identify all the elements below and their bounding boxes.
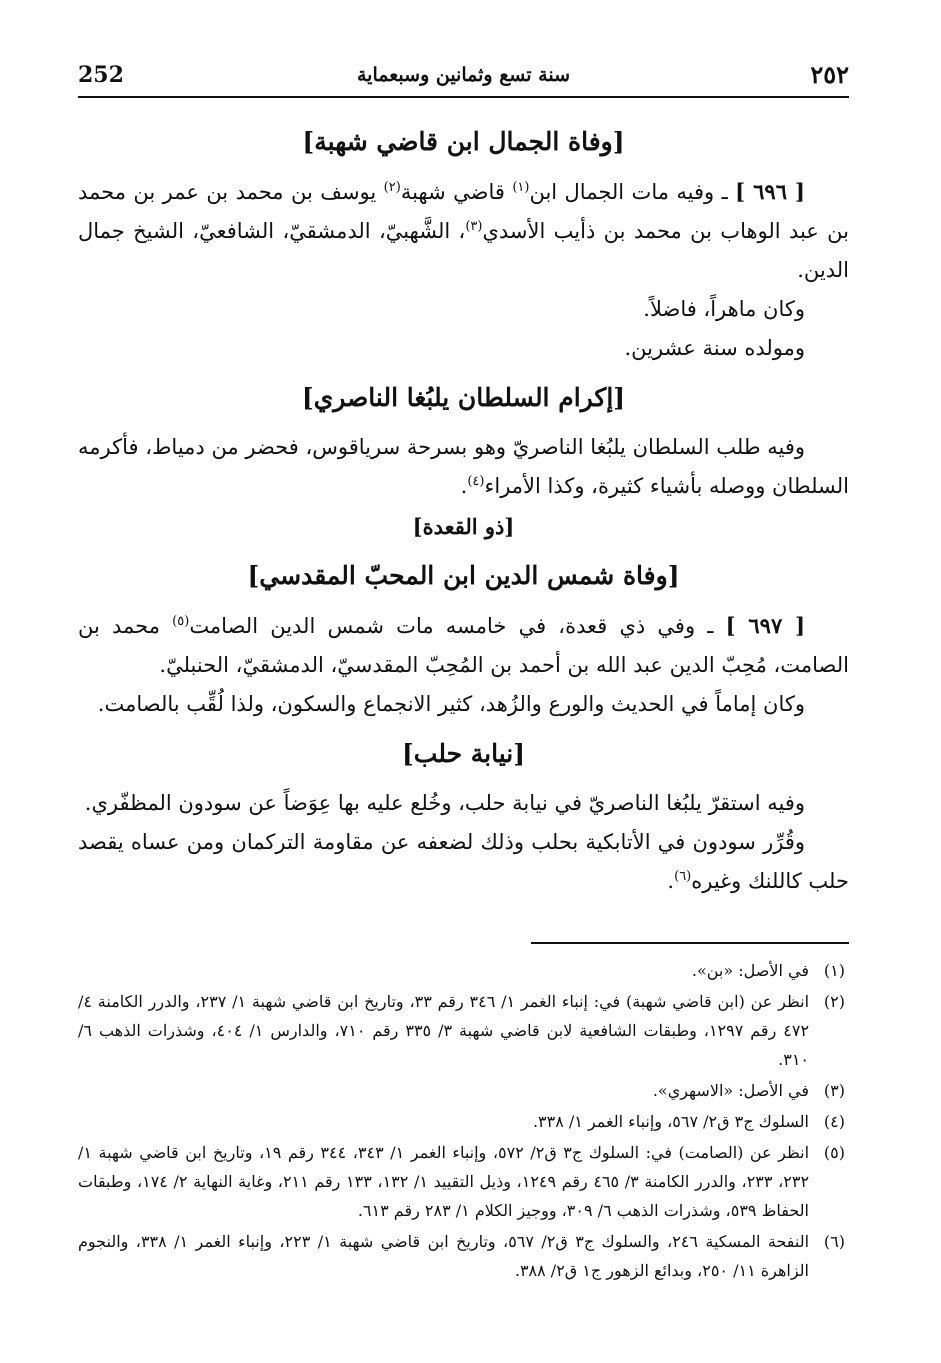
entry-number: [ ٦٩٦ ]: [735, 179, 805, 204]
section-heading-sultan: [إكرام السلطان يلبُغا الناصري]: [301, 383, 626, 412]
section-heading-death-shams: [وفاة شمس الدين ابن المحبّ المقدسي]: [247, 561, 680, 590]
footnote-text: النفحة المسكية ٢٤٦، والسلوك ج٣ ق٢/ ٥٦٧، وتاريخ ابن قاضي شهبة ١/ ٢٢٣، وإنباء الغمر ١/ ٣٣٨، والنجوم الزاهرة ١١/ ٢٥٠، وبدائع الزهور ج١ ق٢/ ٣٨٨.: [78, 1232, 810, 1280]
footnote-mark: (٢): [823, 992, 845, 1011]
entry-number: [ ٦٩٧ ]: [725, 613, 806, 638]
main-text: [78, 112, 849, 901]
entry-text: ، الشَّهبيّ، الدمشقيّ، الشافعيّ، الشيخ جمال الدين.: [78, 219, 849, 282]
footnote-mark: (٦): [823, 1232, 845, 1251]
footnote-text: انظر عن (ابن قاضي شهبة) في: إنباء الغمر ١/ ٣٤٦ رقم ٣٣، وتاريخ ابن قاضي شهبة ١/ ٢٣٧، والدرر الكامنة ٤/ ٤٧٢ رقم ١٢٩٧، وطبقات الشافعية لابن قاضي شهبة ٣/ ٣٣٥ رقم ٧١٠، والدارس ١/ ٤٠٤، وشذرات الذهب ٦/ ٣١٠.: [78, 992, 810, 1069]
footnote-ref: (١): [512, 180, 530, 195]
footnote-ref: (٦): [674, 869, 692, 884]
footnote-ref: (٤): [467, 474, 485, 489]
paragraph: [78, 823, 849, 901]
paragraph-text: .: [667, 869, 675, 893]
paragraph: وفيه استقرّ يلبُغا الناصريّ في نيابة حلب، وخُلع عليه بها عِوَضاً عن سودون المظفّري.: [84, 791, 805, 815]
footnote: [78, 1107, 849, 1136]
paragraph-text: وفيه طلب السلطان يلبُغا الناصريّ وهو بسرحة سرياقوس، فحضر من دمياط، فأكرمه السلطان ووصله بأشياء كثيرة، وكذا الأمراء: [78, 435, 849, 498]
footnote: [78, 987, 849, 1074]
footnote-text: في الأصل: «الاسهري».: [652, 1081, 809, 1100]
paragraph: [78, 428, 849, 506]
footnote-mark: (٣): [823, 1081, 845, 1100]
paragraph: وكان إماماً في الحديث والورع والزُهد، كثير الانجماع والسكون، ولذا لُقِّب بالصامت.: [97, 692, 805, 716]
running-header: [78, 56, 849, 96]
footnote: [78, 1076, 849, 1105]
footnote-mark: (٤): [823, 1112, 845, 1131]
page-number-arabic: ٢٥٢: [810, 60, 849, 89]
header-rule: [78, 96, 849, 98]
running-title: سنة تسع وثمانين وسبعماية: [357, 64, 570, 86]
footnote-mark: (٥): [823, 1143, 845, 1162]
footnote-ref: (٢): [383, 180, 401, 195]
page-number-latin: 252: [78, 62, 124, 88]
entry-text: يوسف بن محمد بن عمر بن محمد بن عبد الوهاب بن محمد بن ذأيب الأسدي: [78, 180, 850, 243]
footnote-ref: (٣): [465, 219, 483, 234]
entry-text: محمد بن الصامت، مُحِبّ الدين عبد الله بن أحمد بن المُحِبّ المقدسيّ، الدمشقيّ، الحنبليّ.: [78, 614, 849, 677]
footnote-text: السلوك ج٣ ق٢/ ٥٦٧، وإنباء الغمر ١/ ٣٣٨.: [532, 1112, 809, 1131]
footnotes: [78, 956, 849, 1287]
footnote-ref: (٥): [172, 614, 190, 629]
month-heading: [ذو القعدة]: [412, 514, 515, 539]
entry-text: ـ وفي ذي قعدة، في خامسه مات شمس الدين الصامت: [189, 614, 726, 638]
footnote-text: انظر عن (الصامت) في: السلوك ج٣ ق٢/ ٥٧٢، وإنباء الغمر ١/ ٣٤٣، ٣٤٤ رقم ١٩، وتاريخ ابن قاضي شهبة ١/ ٢٣٢، ٢٣٣، والدرر الكامنة ٣/ ٤٦٥ رقم ١٢٤٩، وذيل التقييد ١/ ١٣٢، ١٣٣ رقم ٢١١، وغاية النهاية ٢/ ١٧٤، وطبقات الحفاظ ٥٣٩، وشذرات الذهب ٦/ ٣٠٩، ووجيز الكلام ١/ ٢٨٣ رقم ٦١٣.: [78, 1143, 810, 1220]
entry-text: ـ وفيه مات الجمال ابن: [529, 180, 736, 204]
footnote-text: في الأصل: «بن».: [691, 961, 809, 980]
entry-text: قاضي شهبة: [400, 180, 513, 204]
footnote: [78, 1138, 849, 1225]
section-heading-death-jamal: [وفاة الجمال ابن قاضي شهبة]: [302, 127, 625, 156]
footnote-mark: (١): [823, 961, 845, 980]
entry-697: [78, 606, 849, 685]
paragraph: وكان ماهراً، فاضلاً.: [643, 297, 805, 321]
paragraph: ومولده سنة عشرين.: [624, 336, 805, 360]
entry-696: [78, 172, 849, 290]
paragraph-text: وقُرِّر سودون في الأتابكية بحلب وذلك لضعفه عن مقاومة التركمان ومن عساه يقصد حلب كاللنك وغيره: [78, 830, 849, 893]
footnote-rule: [531, 942, 849, 944]
paragraph-text: .: [460, 474, 468, 498]
section-heading-aleppo: [نيابة حلب]: [401, 739, 526, 768]
footnote: [78, 956, 849, 985]
footnote: [78, 1227, 849, 1285]
